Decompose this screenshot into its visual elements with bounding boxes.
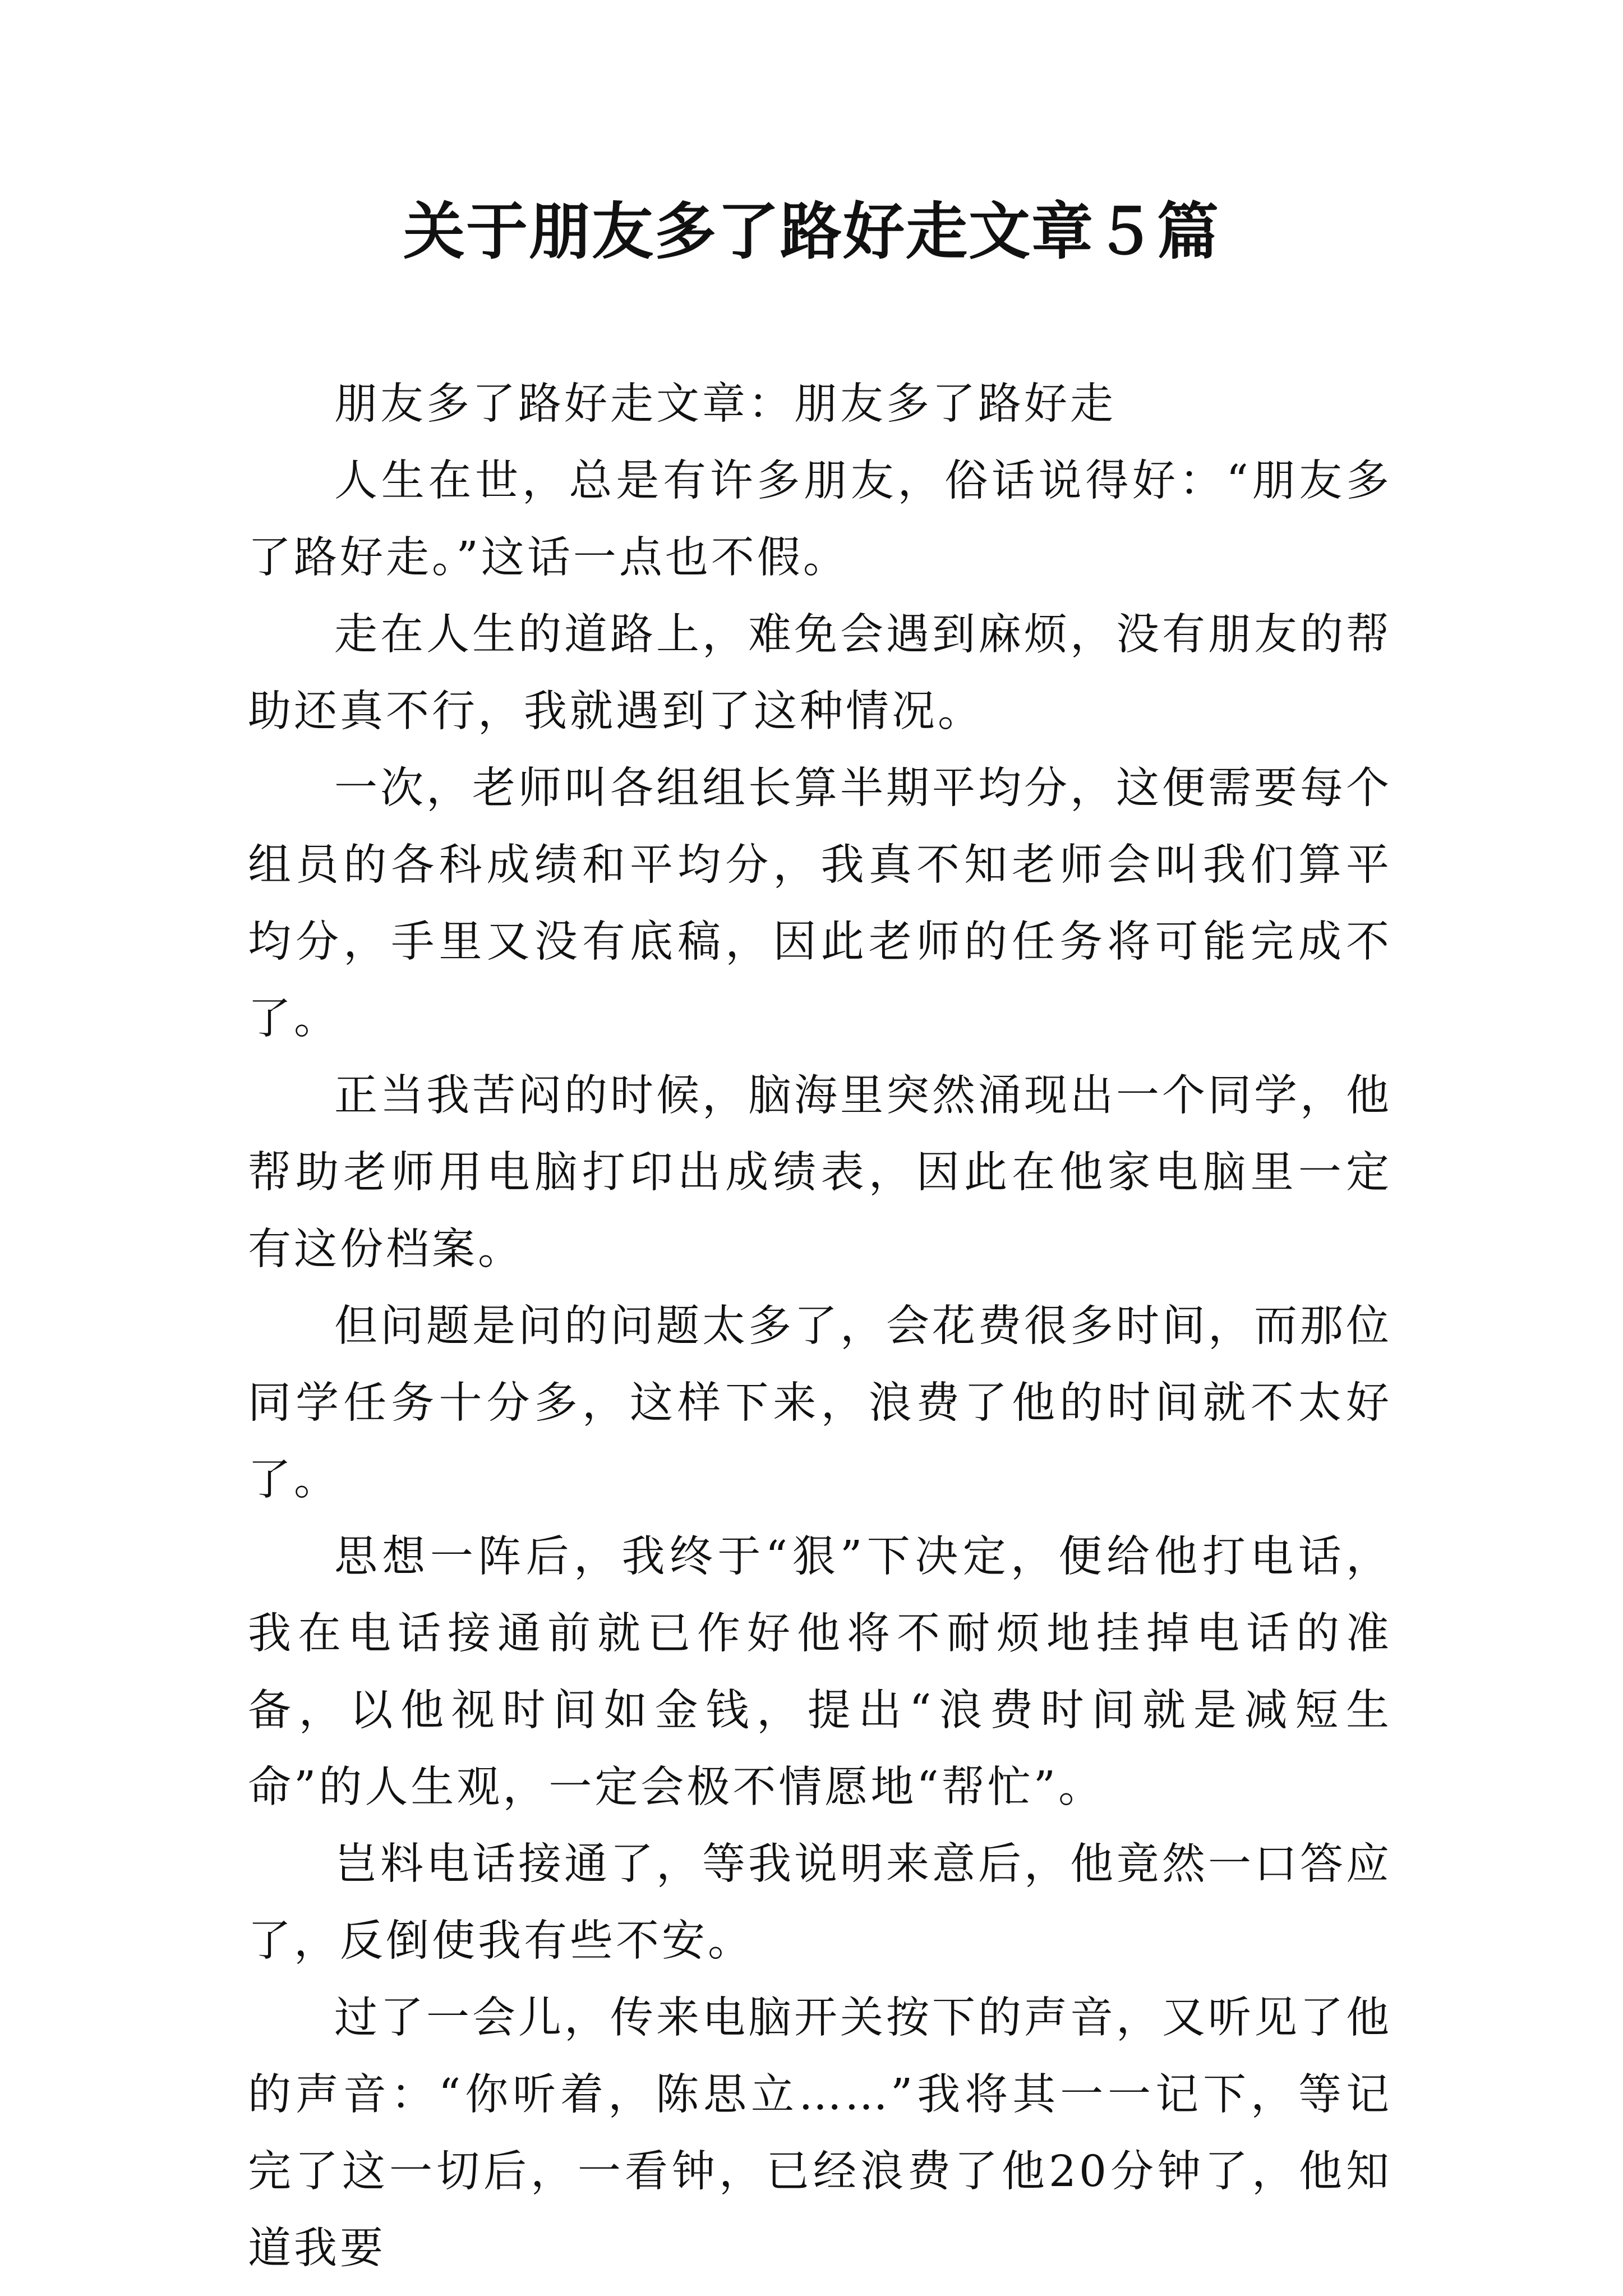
document-title: 关于朋友多了路好走文章５篇 xyxy=(403,195,1220,268)
paragraph: 但问题是问的问题太多了，会花费很多时间，而那位同学任务十分多，这样下来，浪费了他的时间就不太好了。 xyxy=(248,1301,1392,1505)
paragraph: 走在人生的道路上，难免会遇到麻烦，没有朋友的帮助还真不行，我就遇到了这种情况。 xyxy=(248,610,1392,737)
paragraph: 一次，老师叫各组组长算半期平均分，这便需要每个组员的各科成绩和平均分，我真不知老师会叫我们算平均分，手里又没有底稿，因此老师的任务将可能完成不了。 xyxy=(248,763,1392,1044)
paragraph-subtitle: 朋友多了路好走文章：朋友多了路好走 xyxy=(334,379,1116,429)
paragraph: 过了一会儿，传来电脑开关按下的声音，又听见了他的声音：“你听着，陈思立……”我将其一一记下，等记完了这一切后，一看钟，已经浪费了他20分钟了，他知道我要 xyxy=(248,1993,1392,2274)
paragraph: 岂料电话接通了，等我说明来意后，他竟然一口答应了，反倒使我有些不安。 xyxy=(248,1839,1392,1966)
paragraph: 人生在世，总是有许多朋友，俗话说得好：“朋友多了路好走。”这话一点也不假。 xyxy=(248,456,1392,583)
paragraph: 思想一阵后，我终于“狠”下决定，便给他打电话，我在电话接通前就已作好他将不耐烦地挂掉电话的准备，以他视时间如金钱，提出“浪费时间就是减短生命”的人生观，一定会极不情愿地“帮忙”。 xyxy=(248,1532,1392,1812)
paragraph: 正当我苦闷的时候，脑海里突然涌现出一个同学，他帮助老师用电脑打印出成绩表，因此在他家电脑里一定有这份档案。 xyxy=(248,1071,1392,1274)
document-body xyxy=(248,366,1392,2287)
